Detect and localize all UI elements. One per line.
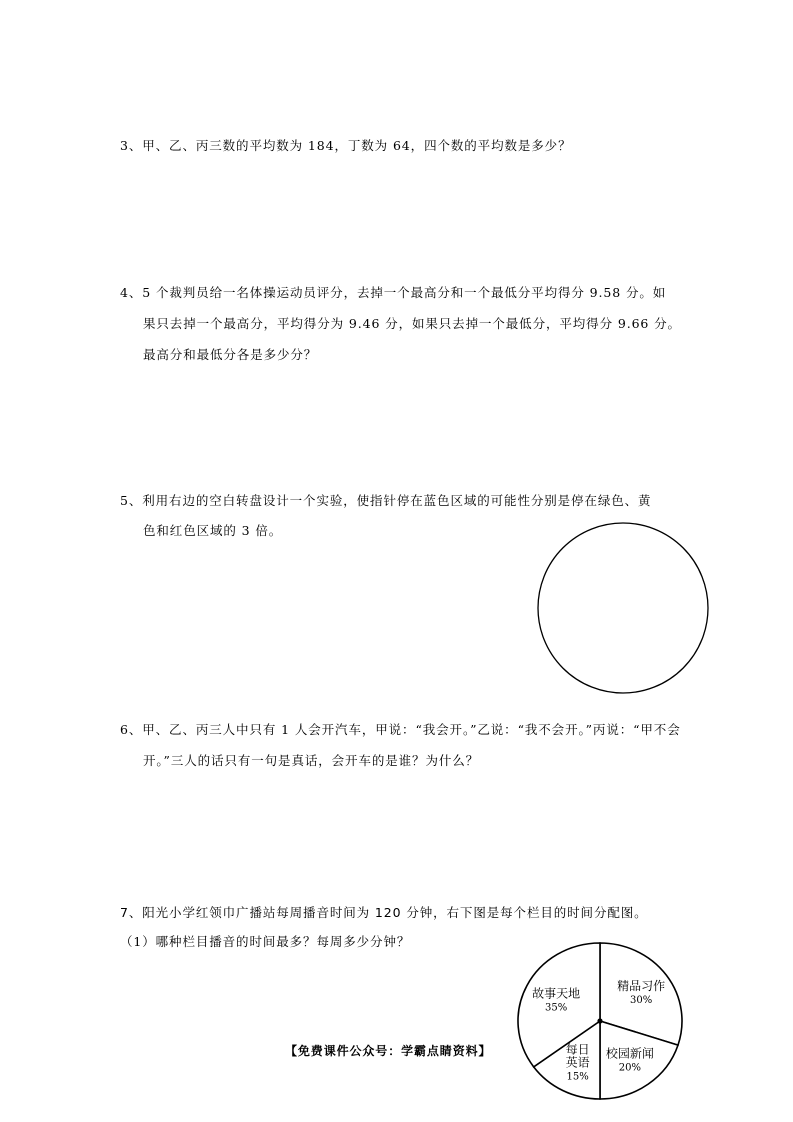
pie-slice-percent: 35%: [545, 1002, 568, 1014]
question-5-line-2: 色和红色区域的 3 倍。: [143, 523, 283, 538]
question-4-line-1: 4、5 个裁判员给一名体操运动员评分，去掉一个最高分和一个最低分平均得分 9.58 分。如: [120, 285, 667, 300]
pie-slice-label: 故事天地: [532, 986, 581, 1001]
pie-slice-label: 校园新闻: [605, 1046, 654, 1061]
question-7-text: 7、阳光小学红领巾广播站每周播音时间为 120 分钟，右下图是每个栏目的时间分配图。: [120, 905, 648, 920]
footer-promo: 【免费课件公众号：学霸点睛资料】: [285, 1044, 492, 1058]
pie-center-dot: [597, 1018, 602, 1023]
question-6-line-1: 6、甲、乙、丙三人中只有 1 人会开汽车，甲说：“我会开。”乙说：“我不会开。”丙说：“甲不会: [120, 722, 681, 737]
pie-slice-percent: 30%: [630, 995, 653, 1007]
pie-slice-percent: 20%: [618, 1062, 642, 1074]
question-6-line-2: 开。”三人的话只有一句是真话，会开车的是谁？为什么？: [143, 753, 480, 768]
pie-slice-label: 每日: [565, 1042, 590, 1057]
pie-slice-label: 精品习作: [617, 979, 666, 994]
pie-chart: [515, 942, 687, 1102]
question-5-line-1: 5、利用右边的空白转盘设计一个实验，使指针停在蓝色区域的可能性分别是停在绿色、黄: [120, 493, 652, 508]
question-3-text: 3、甲、乙、丙三数的平均数为 184，丁数为 64，四个数的平均数是多少？: [120, 138, 572, 153]
question-4-line-3: 最高分和最低分各是多少分？: [143, 347, 318, 362]
spinner-circle: [538, 523, 708, 693]
pie-slice-label: 英语: [565, 1055, 590, 1070]
blank-spinner: [535, 520, 711, 696]
question-7-sub-1: （1）哪种栏目播音的时间最多？每周多少分钟？: [120, 934, 411, 949]
question-4-line-2: 果只去掉一个最高分，平均得分为 9.46 分，如果只去掉一个最低分，平均得分 9.66 分。: [143, 316, 681, 331]
pie-slice-percent: 15%: [566, 1071, 589, 1083]
